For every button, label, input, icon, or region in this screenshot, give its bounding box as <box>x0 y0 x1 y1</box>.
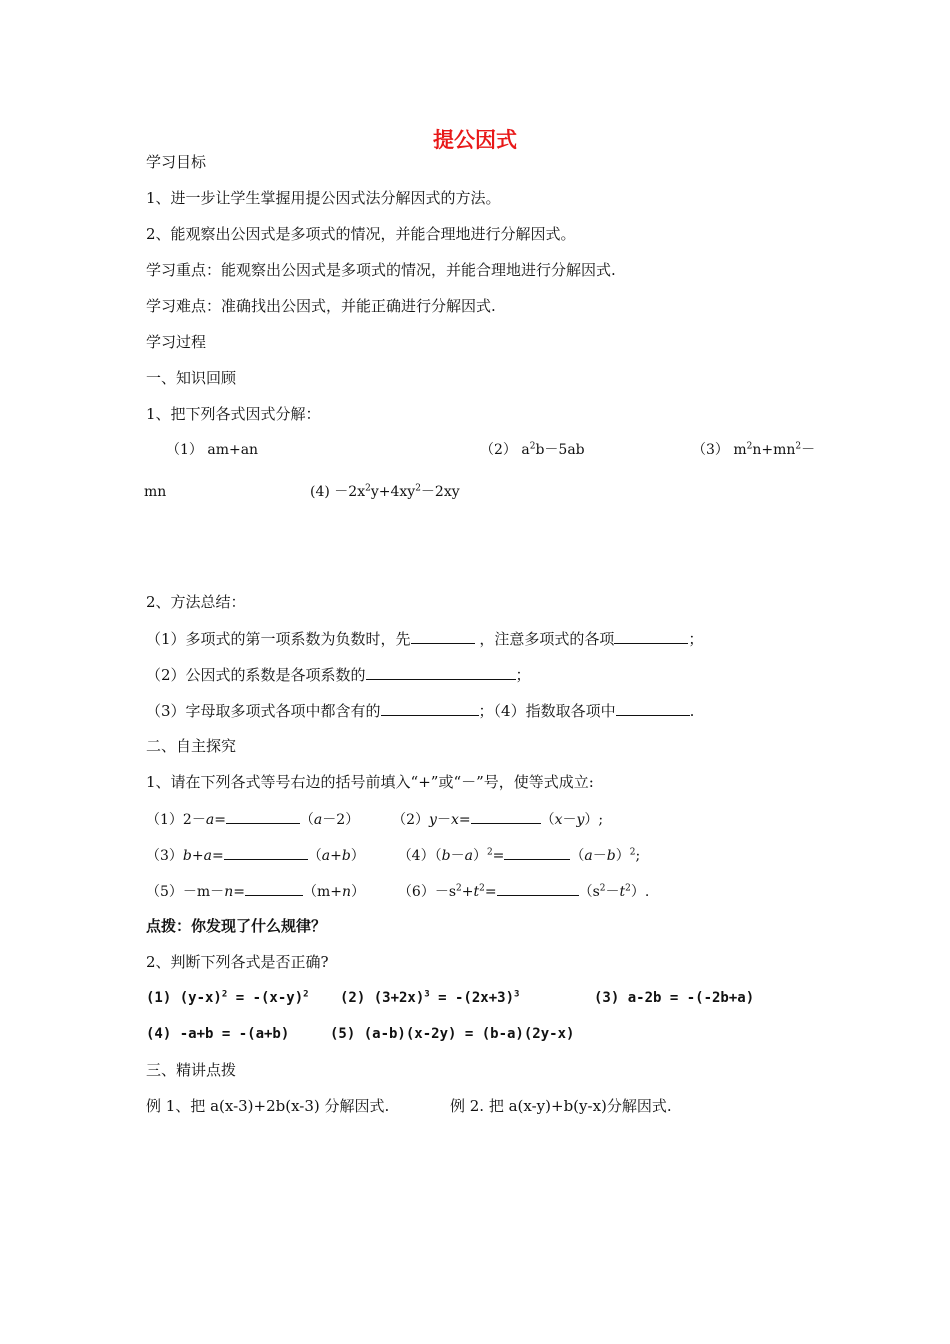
judge-1: (1) $(y-x)^2 = -(x-y)^2$ <box>146 989 309 1006</box>
section2-q1: 1、请在下列各式等号右边的括号前填入“+”或“－”号，使等式成立: <box>146 773 594 791</box>
sign-row-1: （1）2－a= （a－2） （2）y－x= （x－y）; <box>146 808 603 830</box>
objective-1: 1、进一步让学生掌握用提公因式法分解因式的方法。 <box>146 189 501 207</box>
process-heading: 学习过程 <box>146 333 207 351</box>
difficulty: 学习难点：准确找出公因式，并能正确进行分解因式. <box>146 297 496 315</box>
section1-q2: 2、方法总结： <box>146 593 246 611</box>
blank-input[interactable] <box>616 700 690 716</box>
method-1: （1）多项式的第一项系数为负数时，先 ，注意多项式的各项 ； <box>146 630 704 648</box>
blank-input[interactable] <box>381 700 479 716</box>
judge-2: (2) $(3+2x)^3 = -(2x+3)^3$ <box>340 989 520 1006</box>
objective-2: 2、能观察出公因式是多项式的情况，并能合理地进行分解因式。 <box>146 225 576 243</box>
blank-input[interactable] <box>411 628 475 644</box>
blank-input[interactable] <box>226 808 300 824</box>
judge-3: (3) a-2b = -(-2b+a) <box>594 990 755 1006</box>
method-2: （2）公因式的系数是各项系数的 ； <box>146 666 531 684</box>
method-3: （3）字母取多项式各项中都含有的 ；（4）指数取各项中 . <box>146 702 695 720</box>
example-2: 例 2. 把 a(x-y)+b(y-x)分解因式. <box>450 1097 672 1115</box>
sign-row-3: （5）－m－n= （m+n） $(6)-s^2+t^2= (s^2-t^2)$. <box>146 880 649 902</box>
blank-input[interactable] <box>366 664 516 680</box>
exercise-1: （1） am+an <box>166 442 259 458</box>
sign-row-2: （3）b+a= （a+b） $(4)(b-a)^2= (a-b)^2$; <box>146 844 640 866</box>
section2-q2: 2、判断下列各式是否正确? <box>146 953 329 971</box>
judge-5: (5) (a-b)(x-2y) = (b-a)(2y-x) <box>330 1026 575 1042</box>
section1-heading: 一、知识回顾 <box>146 369 237 387</box>
blank-input[interactable] <box>614 628 688 644</box>
key-point: 学习重点：能观察出公因式是多项式的情况，并能合理地进行分解因式. <box>146 261 616 279</box>
exercise-3: （3） $m^2n+mn^2-$ <box>692 441 816 458</box>
exercise-4: $(4) -2x^2y+4xy^2-2xy$ <box>310 483 460 500</box>
section2-heading: 二、自主探究 <box>146 737 237 755</box>
objectives-heading: 学习目标 <box>146 153 207 171</box>
blank-input[interactable] <box>504 844 570 860</box>
example-1: 例 1、把 a(x-3)+2b(x-3) 分解因式. <box>146 1097 390 1115</box>
page-title: 提公因式 <box>433 128 517 152</box>
exercise-3-wrap: mn <box>144 484 167 500</box>
blank-input[interactable] <box>497 880 579 896</box>
blank-input[interactable] <box>245 880 303 896</box>
blank-input[interactable] <box>224 844 308 860</box>
judge-4: (4) -a+b = -(a+b) <box>146 1026 290 1042</box>
blank-input[interactable] <box>471 808 541 824</box>
exercise-2: （2） $a^2b-5ab$ <box>480 441 585 458</box>
hint: 点拨：你发现了什么规律？ <box>146 917 327 935</box>
section1-q1: 1、把下列各式因式分解： <box>146 405 321 423</box>
section3-heading: 三、精讲点拨 <box>146 1061 237 1079</box>
